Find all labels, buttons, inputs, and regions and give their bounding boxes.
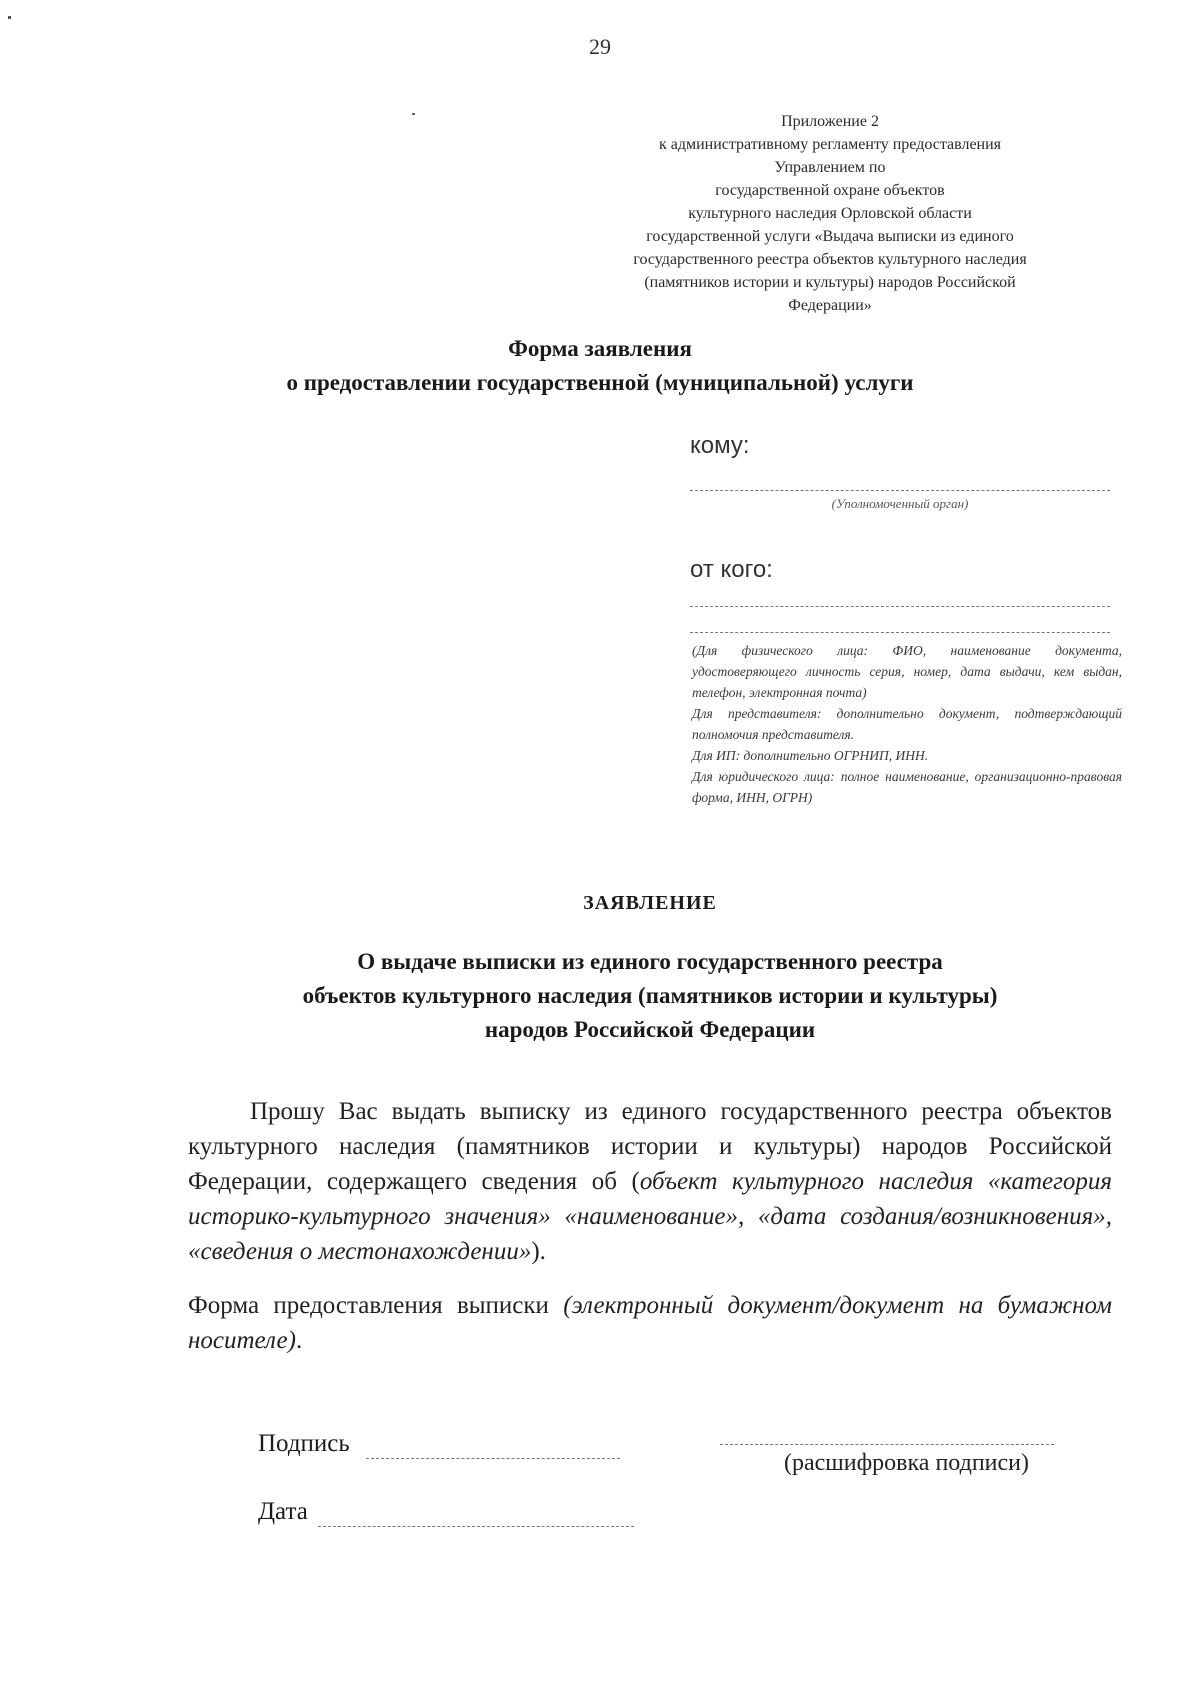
appendix-line: культурного наследия Орловской области [688,205,972,222]
appendix-line: (памятников истории и культуры) народов Российской [644,274,1016,291]
from-label: от кого: [690,556,773,583]
statement-subject [150,945,1150,1047]
from-note: Для представителя: дополнительно документ, подтверждающий полномочия представителя. [692,706,1122,742]
from-field-line[interactable] [690,632,1110,633]
appendix-line: Федерации» [788,297,872,314]
date-label: Дата [258,1498,308,1525]
signature-field-line[interactable] [366,1458,620,1459]
appendix-line: Приложение 2 [781,113,879,130]
delivery-form-paragraph [188,1288,1112,1358]
signature-decode-caption: (расшифровка подписи) [784,1450,1029,1476]
to-label: кому: [690,432,750,459]
from-note: Для юридического лица: полное наименование, организационно-правовая форма, ИНН, ОГРН) [692,769,1122,805]
statement-title: ЗАЯВЛЕНИЕ [583,892,717,914]
from-field-notes [692,640,1122,808]
appendix-line: государственной услуги «Выдача выписки из единого [646,228,1014,245]
date-field-line[interactable] [318,1526,634,1527]
from-note: Для ИП: дополнительно ОГРНИП, ИНН. [692,748,929,763]
appendix-line: государственного реестра объектов культурного наследия [633,251,1027,268]
from-note: (Для физического лица: ФИО, наименование документа, удостоверяющего личность серия, номер, дата выдачи, кем выдан, телефон, электронная почта) [692,643,1122,700]
statement-body-text: Прошу Вас выдать выписку из единого государственного реестра объектов культурного наследия (памятников истории и культуры) народов Российской Федерации, содержащего сведения об ( [188,1098,1112,1195]
scan-speck [412,113,415,115]
appendix-header [580,110,1080,317]
from-field-line[interactable] [690,606,1110,607]
appendix-line: Управлением по [774,159,886,176]
to-field-caption: (Уполномоченный орган) [831,496,969,511]
page-number: 29 [589,34,611,59]
form-title [150,332,1050,400]
appendix-line: государственной охране объектов [715,182,945,199]
statement-body [188,1094,1112,1269]
form-title-line: о предоставлении государственной (муниципальной) услуги [286,370,914,395]
statement-body-end: ). [531,1238,546,1265]
delivery-form-text: Форма предоставления выписки [188,1292,564,1319]
form-title-line: Форма заявления [508,336,692,361]
statement-subject-line: объектов культурного наследия (памятников истории и культуры) [302,983,998,1008]
signature-label: Подпись [258,1430,350,1457]
to-field-line[interactable] [690,490,1110,491]
signature-decode-line[interactable] [720,1444,1054,1445]
statement-body-italic: объект культурного наследия «категория историко-культурного значения» «наименование», «дата создания/возникновения», «сведения о местонахождении» [188,1168,1112,1265]
appendix-line: к административному регламенту предоставления [658,136,1002,153]
statement-subject-line: народов Российской Федерации [484,1017,816,1042]
statement-subject-line: О выдаче выписки из единого государственного реестра [357,949,943,974]
scan-mark [8,16,11,19]
delivery-form-end: . [295,1327,303,1354]
delivery-form-italic: (электронный документ/документ на бумажном носителе) [188,1292,1113,1354]
